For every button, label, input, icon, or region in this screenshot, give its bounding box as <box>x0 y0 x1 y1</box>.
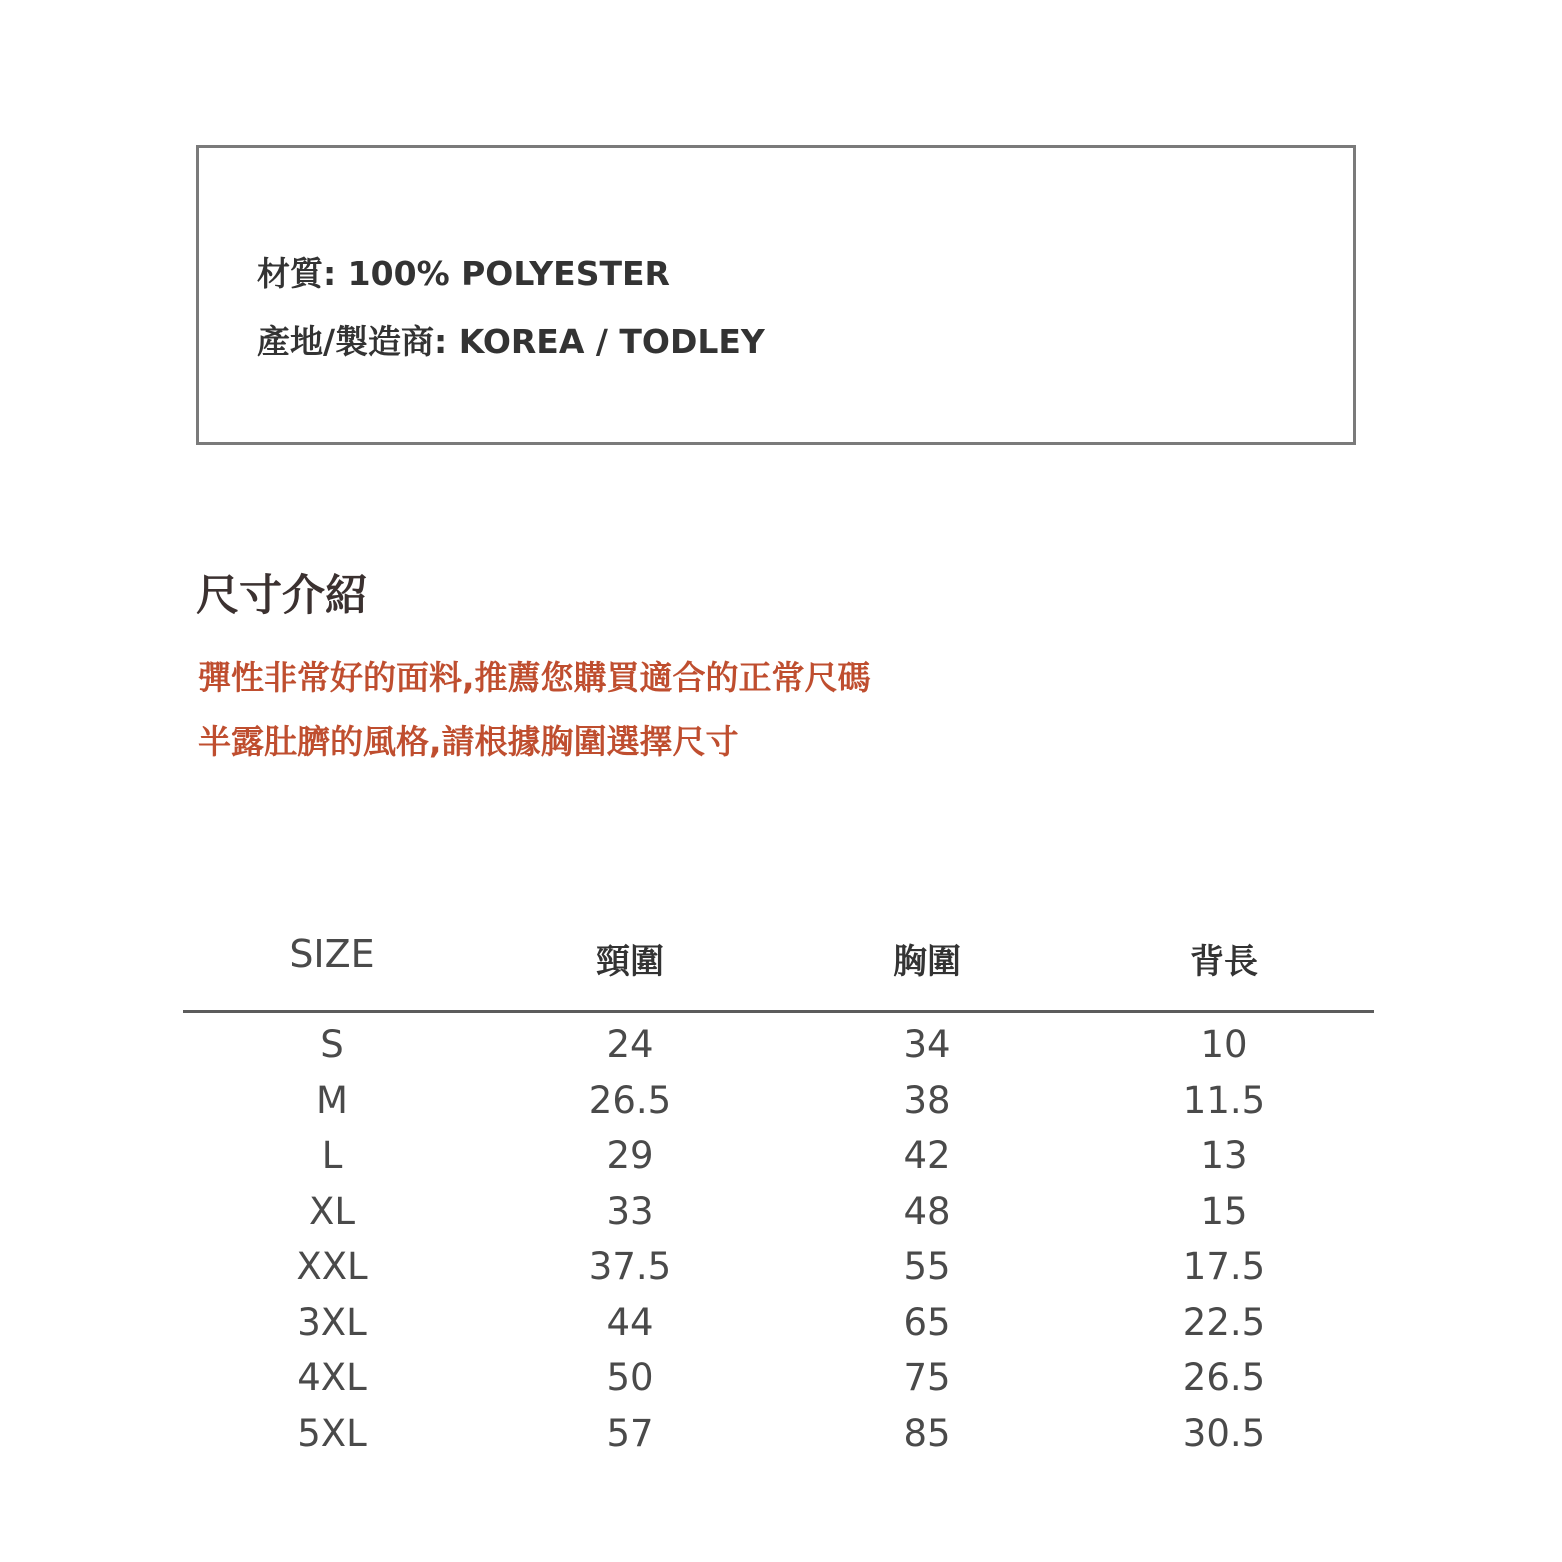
table-row <box>183 1019 1374 1075</box>
neck-cell: 44 <box>606 1300 654 1344</box>
table-row <box>183 1186 1374 1242</box>
chest-cell: 38 <box>903 1078 951 1122</box>
back-length-cell: 17.5 <box>1182 1245 1266 1288</box>
back-length-cell: 13 <box>1200 1134 1248 1177</box>
table-row <box>183 1408 1374 1464</box>
table-row <box>183 1130 1374 1186</box>
header-size: SIZE <box>289 932 375 976</box>
size-cell: M <box>316 1078 348 1122</box>
size-note-line-1: 彈性非常好的面料,推薦您購買適合的正常尺碼 <box>198 658 871 697</box>
size-cell: XXL <box>296 1245 368 1288</box>
size-cell: 3XL <box>297 1300 367 1344</box>
neck-cell: 57 <box>606 1411 654 1455</box>
table-row <box>183 1352 1374 1408</box>
neck-cell: 26.5 <box>588 1078 672 1122</box>
origin-manufacturer-text: 產地/製造商: KOREA / TODLEY <box>257 322 765 361</box>
size-cell: S <box>320 1023 344 1066</box>
back-length-cell: 15 <box>1200 1189 1248 1233</box>
header-chest: 胸圍 <box>893 942 961 982</box>
neck-cell: 29 <box>606 1134 654 1177</box>
product-info-box <box>196 145 1356 445</box>
table-row <box>183 1297 1374 1353</box>
back-length-cell: 22.5 <box>1182 1300 1266 1344</box>
back-length-cell: 30.5 <box>1182 1411 1266 1455</box>
table-row <box>183 1075 1374 1131</box>
size-cell: XL <box>309 1189 355 1233</box>
chest-cell: 75 <box>903 1356 951 1399</box>
neck-cell: 50 <box>606 1356 654 1399</box>
chest-cell: 48 <box>903 1189 951 1233</box>
header-neck: 頸圍 <box>596 942 664 982</box>
size-section-title: 尺寸介紹 <box>196 571 368 621</box>
size-table <box>183 922 1374 1463</box>
chest-cell: 42 <box>903 1134 951 1177</box>
back-length-cell: 10 <box>1200 1023 1248 1066</box>
chest-cell: 65 <box>903 1300 951 1344</box>
size-cell: 5XL <box>297 1411 367 1455</box>
back-length-cell: 26.5 <box>1182 1356 1266 1399</box>
neck-cell: 33 <box>606 1189 654 1233</box>
chest-cell: 85 <box>903 1411 951 1455</box>
neck-cell: 37.5 <box>588 1245 672 1288</box>
table-row <box>183 1241 1374 1297</box>
chest-cell: 34 <box>903 1023 951 1066</box>
neck-cell: 24 <box>606 1023 654 1066</box>
size-note-line-2: 半露肚臍的風格,請根據胸圍選擇尺寸 <box>198 722 739 761</box>
material-text: 材質: 100% POLYESTER <box>257 254 670 293</box>
back-length-cell: 11.5 <box>1182 1078 1266 1122</box>
chest-cell: 55 <box>903 1245 951 1288</box>
size-table-body <box>183 1013 1374 1463</box>
header-back-length: 背長 <box>1190 942 1258 982</box>
size-cell: 4XL <box>297 1356 367 1399</box>
size-cell: L <box>321 1134 343 1177</box>
size-table-header <box>183 922 1374 1013</box>
